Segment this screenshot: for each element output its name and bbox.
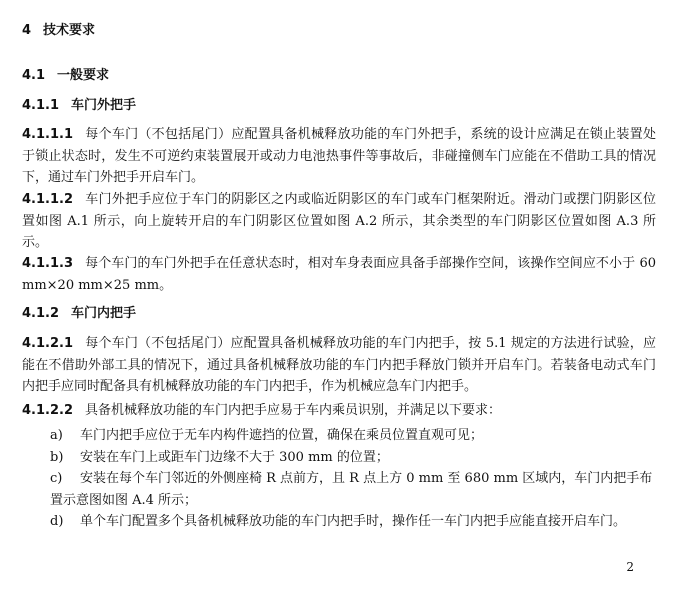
list-marker: d) — [50, 514, 64, 529]
paragraph-4-1-2-2 — [22, 400, 656, 422]
page-number: 2 — [626, 560, 634, 574]
section-number: 4.1.2 — [22, 306, 60, 321]
section-heading-4-1-2 — [22, 305, 136, 323]
list-marker: c) — [50, 471, 63, 486]
section-number: 4.1.1 — [22, 98, 60, 113]
clause-text: 每个车门的车门外把手在任意状态时，相对车身表面应具备手部操作空间，该操作空间应不小于 60 mm×20 mm×25 mm。 — [22, 256, 656, 293]
list-item — [50, 425, 656, 447]
list-item — [50, 447, 656, 469]
list-marker: b) — [50, 450, 64, 465]
section-heading-4-1 — [22, 67, 109, 85]
list-marker: a) — [50, 428, 63, 443]
clause-number: 4.1.2.1 — [22, 336, 73, 351]
list-item — [50, 511, 656, 533]
clause-text: 每个车门（不包括尾门）应配置具备机械释放功能的车门外把手，系统的设计应满足在锁止装置处于锁止状态时，发生不可逆约束装置展开或动力电池热事件等事故后，非碰撞侧车门应能在不借助工具的情况下，通过车门外把手开启车门。 — [22, 127, 656, 185]
list-item-text: 车门内把手应位于无车内构件遮挡的位置，确保在乘员位置直观可见； — [80, 428, 484, 443]
clause-text: 具备机械释放功能的车门内把手应易于车内乘员识别，并满足以下要求： — [85, 403, 502, 418]
clause-number: 4.1.2.2 — [22, 403, 73, 418]
list-item — [50, 468, 656, 511]
section-title: 一般要求 — [57, 68, 110, 83]
clause-text: 每个车门（不包括尾门）应配置具备机械释放功能的车门内把手，按 5.1 规定的方法进行试验，应能在不借助外部工具的情况下，通过具备机械释放功能的车门内把手释放门锁并开启车门。若装备电动式车门内把手应同时配备具有机械释放功能的车门内把手，作为机械应急车门内把手。 — [22, 336, 656, 394]
paragraph-4-1-1-2 — [22, 189, 656, 254]
list-item-text: 单个车门配置多个具备机械释放功能的车门内把手时，操作任一车门内把手应能直接开启车门。 — [80, 514, 627, 529]
paragraph-4-1-1-3 — [22, 253, 656, 296]
clause-number: 4.1.1.3 — [22, 256, 73, 271]
section-title: 车门外把手 — [71, 98, 137, 113]
clause-text: 车门外把手应位于车门的阴影区之内或临近阴影区的车门或车门框架附近。滑动门或摆门阴影区位置如图 A.1 所示，向上旋转开启的车门阴影区位置如图 A.2 所示，其余类型的车门阴影区位置如图 A.3 所示。 — [22, 192, 656, 250]
section-number: 4.1 — [22, 68, 46, 83]
clause-number: 4.1.1.1 — [22, 127, 73, 142]
list-item-text: 安装在车门上或距车门边缘不大于 300 mm 的位置； — [80, 450, 389, 465]
section-number: 4 — [22, 23, 32, 38]
clause-number: 4.1.1.2 — [22, 192, 73, 207]
section-heading-4-1-1 — [22, 97, 136, 115]
section-title: 技术要求 — [43, 23, 96, 38]
list-item-text: 安装在每个车门邻近的外侧座椅 R 点前方，且 R 点上方 0 mm 至 680 mm 区域内，车门内把手布置示意图如图 A.4 所示； — [50, 471, 653, 508]
section-heading-4 — [22, 22, 95, 40]
paragraph-4-1-1-1 — [22, 124, 656, 189]
section-title: 车门内把手 — [71, 306, 137, 321]
paragraph-4-1-2-1 — [22, 333, 656, 398]
